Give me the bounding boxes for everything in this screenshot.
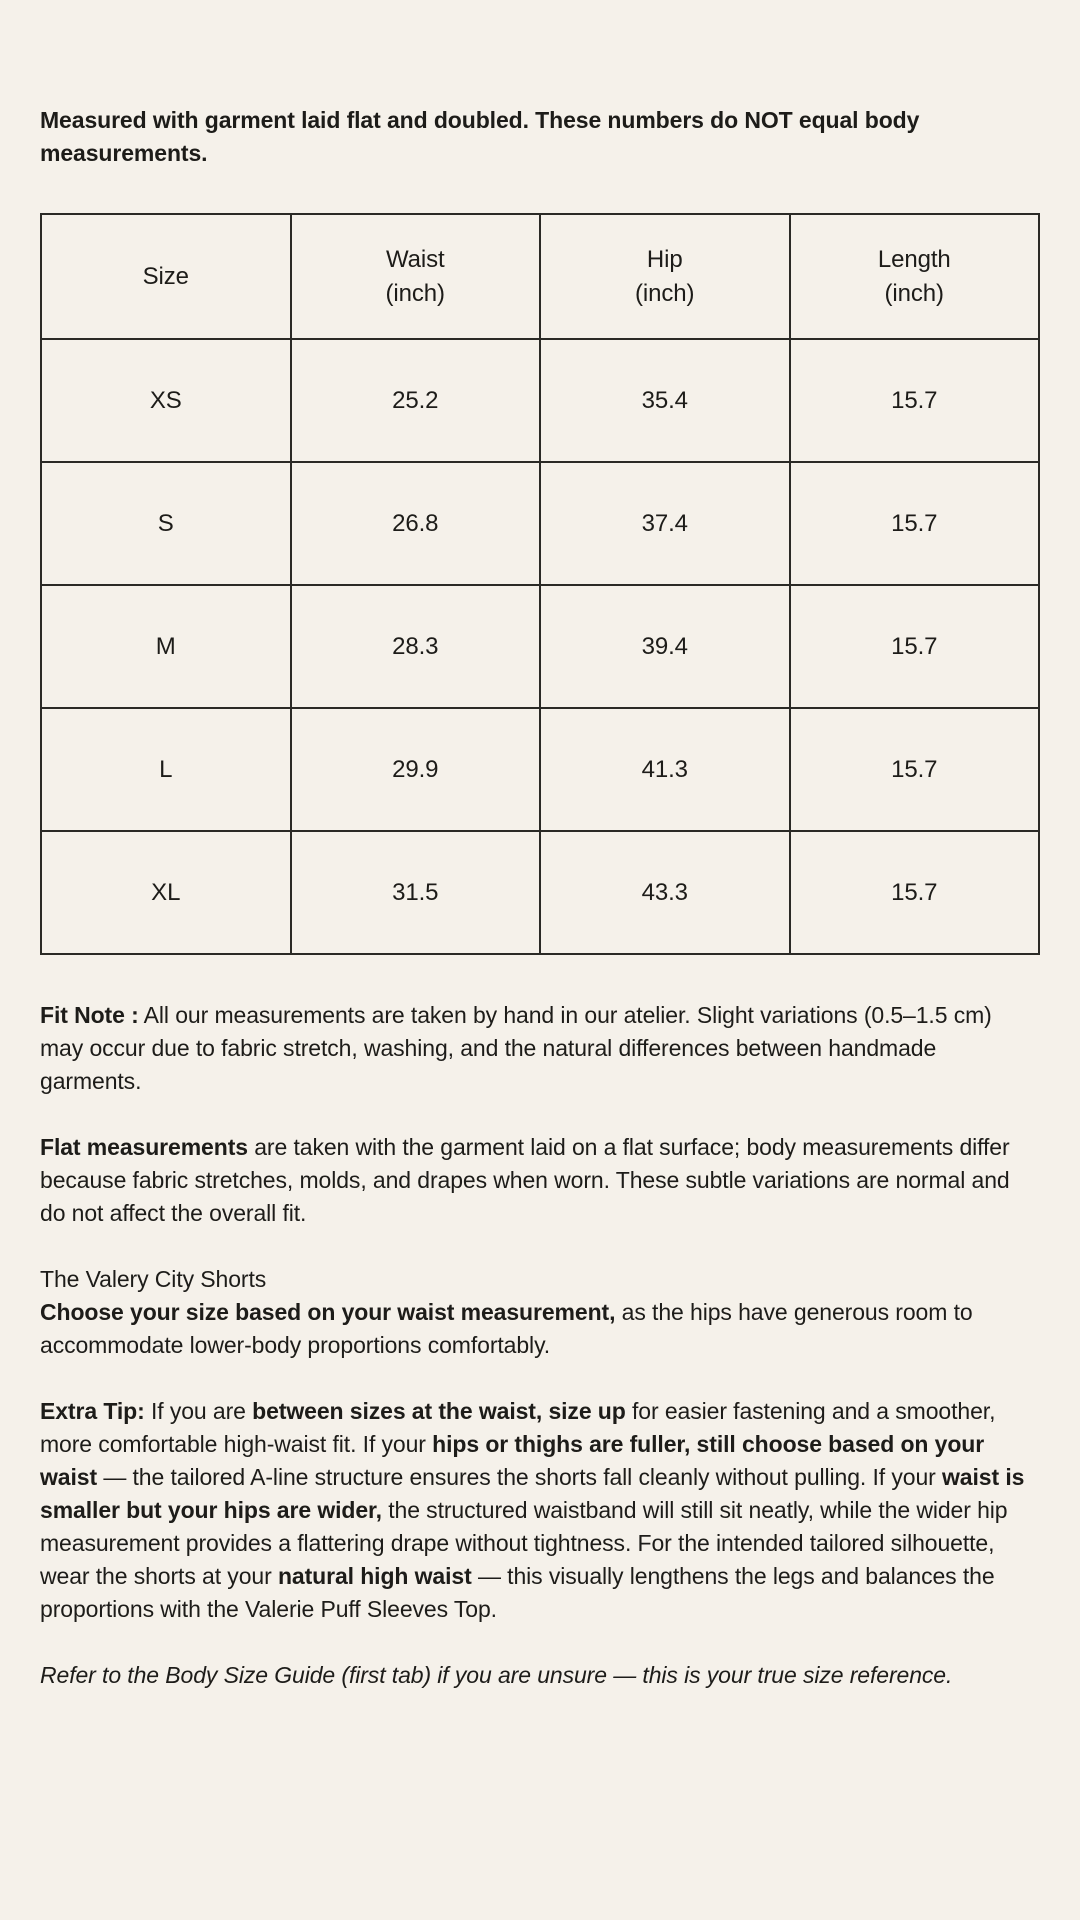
size-cell: XL xyxy=(41,831,291,954)
column-header-hip xyxy=(540,214,790,339)
size-cell: M xyxy=(41,585,291,708)
size-row-l xyxy=(41,708,1039,831)
garment-size-table xyxy=(40,213,1040,955)
column-unit: (inch) xyxy=(884,279,944,307)
column-header-waist xyxy=(291,214,541,339)
hip-cell: 41.3 xyxy=(540,708,790,831)
waist-cell: 25.2 xyxy=(291,339,541,462)
waist-cell: 28.3 xyxy=(291,585,541,708)
column-unit: (inch) xyxy=(385,279,445,307)
flat-measurements-note: Flat measurements are taken with the garment laid on a flat surface; body measurements differ because fabric stretches, molds, and drapes when worn. These subtle variations are normal and do not affect the overall fit. xyxy=(40,1134,1010,1226)
column-label: Waist xyxy=(385,245,445,273)
hip-cell: 37.4 xyxy=(540,462,790,585)
size-table-body xyxy=(41,339,1039,954)
length-cell: 15.7 xyxy=(790,585,1040,708)
size-table-header xyxy=(41,214,1039,339)
column-header-size xyxy=(41,214,291,339)
size-row-xl xyxy=(41,831,1039,954)
measurement-disclaimer: Measured with garment laid flat and doubled. These numbers do NOT equal body measurements. xyxy=(40,107,920,166)
waist-cell: 29.9 xyxy=(291,708,541,831)
size-cell: L xyxy=(41,708,291,831)
hip-cell: 43.3 xyxy=(540,831,790,954)
column-label: Size xyxy=(142,262,189,290)
length-cell: 15.7 xyxy=(790,462,1040,585)
size-reference-note: Refer to the Body Size Guide (first tab) if you are unsure — this is your true size reference. xyxy=(40,1662,953,1688)
column-label: Length xyxy=(877,245,951,273)
column-label: Hip xyxy=(646,245,683,273)
waist-cell: 31.5 xyxy=(291,831,541,954)
header-row xyxy=(41,214,1039,339)
product-fit-note: The Valery City Shorts Choose your size based on your waist measurement, as the hips have generous room to accommodate lower-body proportions comfortably. xyxy=(40,1266,973,1358)
column-header-length xyxy=(790,214,1040,339)
size-cell: S xyxy=(41,462,291,585)
size-row-m xyxy=(41,585,1039,708)
length-cell: 15.7 xyxy=(790,831,1040,954)
extra-tip-note: Extra Tip: If you are between sizes at the waist, size up for easier fastening and a smoother, more comfortable high-waist fit. If your hips or thighs are fuller, still choose based on your waist — the tailored A-line structure ensures the shorts fall cleanly without pulling. If your waist is smaller but your hips are wider, the structured waistband will still sit neatly, while the wider hip measurement provides a flattering drape without tightness. For the intended tailored silhouette, wear the shorts at your natural high waist — this visually lengthens the legs and balances the proportions with the Valerie Puff Sleeves Top. xyxy=(40,1398,1025,1622)
size-row-s xyxy=(41,462,1039,585)
hip-cell: 35.4 xyxy=(540,339,790,462)
fit-note: Fit Note : All our measurements are taken by hand in our atelier. Slight variations (0.5–1.5 cm) may occur due to fabric stretch, washing, and the natural differences between handmade garments. xyxy=(40,1002,992,1094)
size-cell: XS xyxy=(41,339,291,462)
column-unit: (inch) xyxy=(635,279,695,307)
length-cell: 15.7 xyxy=(790,708,1040,831)
hip-cell: 39.4 xyxy=(540,585,790,708)
waist-cell: 26.8 xyxy=(291,462,541,585)
length-cell: 15.7 xyxy=(790,339,1040,462)
size-row-xs xyxy=(41,339,1039,462)
